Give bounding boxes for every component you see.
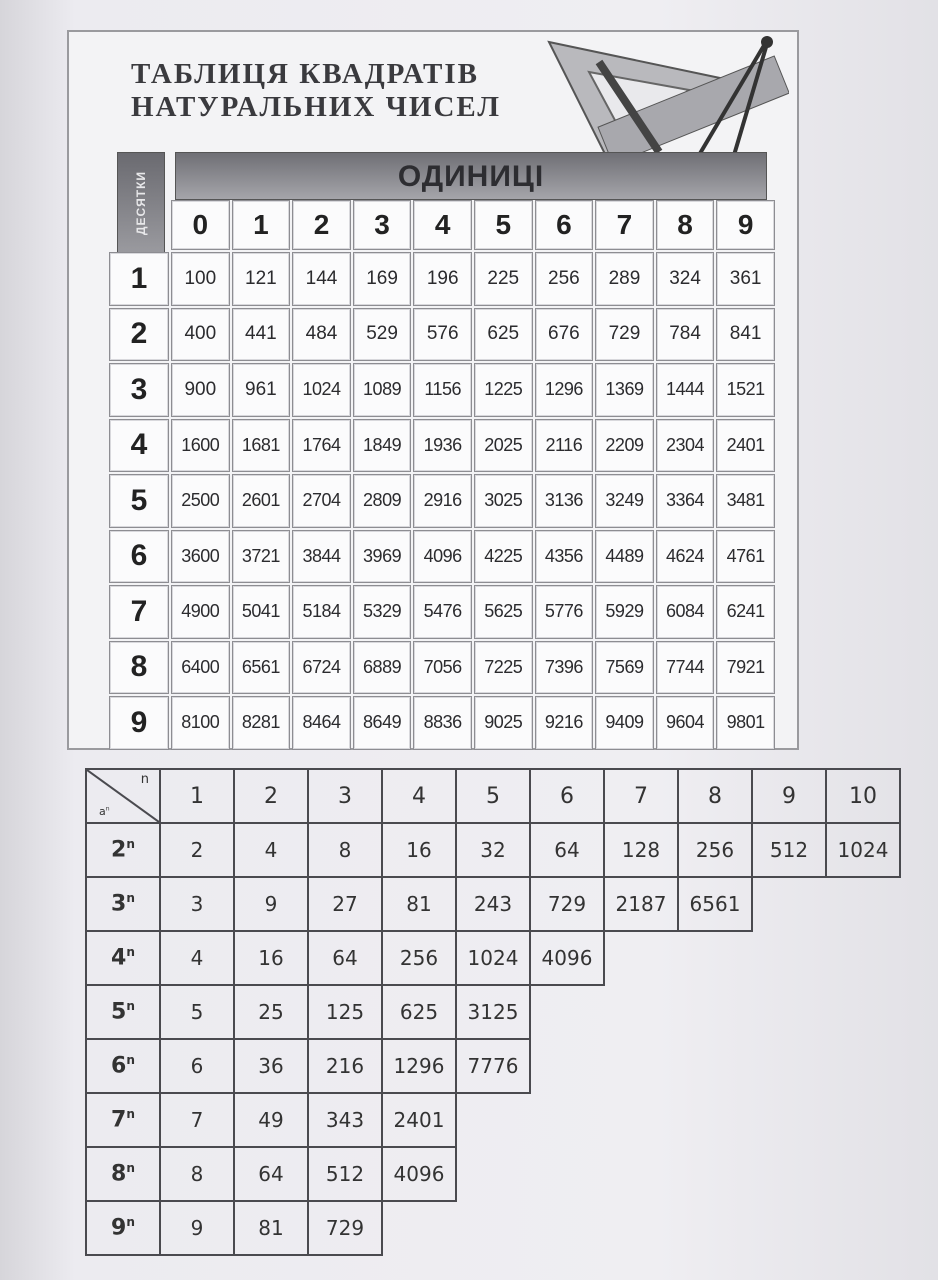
square-value-cell: 6084 [656, 585, 715, 639]
square-value-cell: 6400 [171, 641, 230, 695]
square-value-cell: 3249 [595, 474, 654, 528]
base-exponent: n [126, 999, 135, 1014]
empty-cell [752, 1039, 826, 1093]
power-value-cell: 125 [308, 985, 382, 1039]
square-value-cell: 1444 [656, 363, 715, 417]
square-value-cell: 8281 [232, 696, 291, 750]
exponent-header: 7 [604, 769, 678, 823]
power-value-cell: 27 [308, 877, 382, 931]
empty-cell [456, 1093, 530, 1147]
power-value-cell: 243 [456, 877, 530, 931]
base-exponent: n [126, 891, 135, 906]
square-value-cell: 2916 [413, 474, 472, 528]
square-value-cell: 3969 [353, 530, 412, 584]
power-value-cell: 256 [382, 931, 456, 985]
square-value-cell: 196 [413, 252, 472, 306]
empty-cell [530, 1093, 604, 1147]
empty-cell [826, 1147, 900, 1201]
exponent-header: 1 [160, 769, 234, 823]
square-value-cell: 2601 [232, 474, 291, 528]
tens-header: 8 [109, 641, 169, 695]
power-value-cell: 4 [234, 823, 308, 877]
empty-cell [530, 1039, 604, 1093]
square-value-cell: 9216 [535, 696, 594, 750]
square-value-cell: 1369 [595, 363, 654, 417]
empty-cell [456, 1201, 530, 1255]
base-exponent: n [126, 1161, 135, 1176]
square-value-cell: 961 [232, 363, 291, 417]
square-value-cell: 7396 [535, 641, 594, 695]
units-header: 7 [595, 200, 654, 250]
powers-row [86, 877, 900, 931]
powers-table [85, 768, 901, 1256]
base-value: 3 [111, 891, 127, 917]
power-value-cell: 81 [234, 1201, 308, 1255]
square-value-cell: 1681 [232, 419, 291, 473]
title-line-2: НАТУРАЛЬНИХ ЧИСЕЛ [131, 91, 501, 123]
empty-cell [604, 1039, 678, 1093]
base-exponent: n [126, 837, 135, 852]
square-value-cell: 2116 [535, 419, 594, 473]
power-value-cell: 625 [382, 985, 456, 1039]
units-header: 8 [656, 200, 715, 250]
square-value-cell: 625 [474, 308, 533, 362]
square-value-cell: 1521 [716, 363, 775, 417]
square-value-cell: 400 [171, 308, 230, 362]
square-value-cell: 3721 [232, 530, 291, 584]
tens-header: 6 [109, 530, 169, 584]
empty-cell [604, 931, 678, 985]
empty-cell [678, 1039, 752, 1093]
title-line-1: ТАБЛИЦЯ КВАДРАТІВ [131, 58, 480, 90]
power-value-cell: 256 [678, 823, 752, 877]
power-value-cell: 64 [530, 823, 604, 877]
exponent-header: 8 [678, 769, 752, 823]
square-value-cell: 169 [353, 252, 412, 306]
units-header: 0 [171, 200, 230, 250]
units-label: ОДИНИЦІ [397, 160, 545, 193]
empty-cell [530, 1201, 604, 1255]
tens-header: 7 [109, 585, 169, 639]
base-value: 2 [111, 837, 127, 863]
grid-corner [109, 200, 169, 250]
square-value-cell: 7056 [413, 641, 472, 695]
square-value-cell: 1936 [413, 419, 472, 473]
square-value-cell: 2809 [353, 474, 412, 528]
units-header: 3 [353, 200, 412, 250]
base-header [86, 1201, 160, 1255]
square-value-cell: 2209 [595, 419, 654, 473]
square-value-cell: 1764 [292, 419, 351, 473]
units-header: 5 [474, 200, 533, 250]
power-value-cell: 9 [160, 1201, 234, 1255]
empty-cell [826, 985, 900, 1039]
empty-cell [826, 877, 900, 931]
empty-cell [826, 1093, 900, 1147]
base-exponent: n [126, 945, 135, 960]
power-value-cell: 1024 [826, 823, 900, 877]
power-value-cell: 16 [382, 823, 456, 877]
powers-row [86, 1147, 900, 1201]
square-value-cell: 4900 [171, 585, 230, 639]
base-exponent: n [126, 1215, 135, 1230]
power-value-cell: 16 [234, 931, 308, 985]
square-value-cell: 144 [292, 252, 351, 306]
squares-grid [109, 200, 775, 750]
units-band [175, 152, 767, 200]
empty-cell [752, 1147, 826, 1201]
tens-header: 9 [109, 696, 169, 750]
empty-cell [604, 1147, 678, 1201]
squares-table-card [67, 30, 799, 750]
square-value-cell: 3844 [292, 530, 351, 584]
square-value-cell: 441 [232, 308, 291, 362]
square-value-cell: 3364 [656, 474, 715, 528]
empty-cell [752, 985, 826, 1039]
square-value-cell: 6724 [292, 641, 351, 695]
square-value-cell: 5625 [474, 585, 533, 639]
exponent-header: 5 [456, 769, 530, 823]
power-value-cell: 3125 [456, 985, 530, 1039]
exponent-header: 9 [752, 769, 826, 823]
tens-header: 3 [109, 363, 169, 417]
square-value-cell: 7569 [595, 641, 654, 695]
square-value-cell: 841 [716, 308, 775, 362]
powers-row [86, 1093, 900, 1147]
base-header [86, 1039, 160, 1093]
square-value-cell: 8464 [292, 696, 351, 750]
empty-cell [826, 1039, 900, 1093]
corner-n-label: n [140, 772, 149, 787]
square-value-cell: 729 [595, 308, 654, 362]
square-value-cell: 484 [292, 308, 351, 362]
square-value-cell: 5184 [292, 585, 351, 639]
square-value-cell: 8649 [353, 696, 412, 750]
square-value-cell: 1849 [353, 419, 412, 473]
base-header [86, 1147, 160, 1201]
square-value-cell: 3136 [535, 474, 594, 528]
units-header: 9 [716, 200, 775, 250]
empty-cell [752, 877, 826, 931]
base-header [86, 877, 160, 931]
powers-row [86, 931, 900, 985]
base-value: 7 [111, 1107, 127, 1133]
power-value-cell: 9 [234, 877, 308, 931]
square-value-cell: 4489 [595, 530, 654, 584]
base-value: 9 [111, 1215, 127, 1241]
square-value-cell: 5929 [595, 585, 654, 639]
square-value-cell: 1296 [535, 363, 594, 417]
powers-corner-cell [86, 769, 160, 823]
empty-cell [604, 985, 678, 1039]
powers-row [86, 985, 900, 1039]
square-value-cell: 289 [595, 252, 654, 306]
powers-row [86, 1201, 900, 1255]
square-value-cell: 784 [656, 308, 715, 362]
square-value-cell: 676 [535, 308, 594, 362]
power-value-cell: 343 [308, 1093, 382, 1147]
base-header [86, 985, 160, 1039]
base-header [86, 1093, 160, 1147]
square-value-cell: 1156 [413, 363, 472, 417]
empty-cell [678, 1093, 752, 1147]
square-value-cell: 6241 [716, 585, 775, 639]
power-value-cell: 8 [308, 823, 382, 877]
empty-cell [456, 1147, 530, 1201]
empty-cell [826, 1201, 900, 1255]
square-value-cell: 3600 [171, 530, 230, 584]
corner-a-exponent: n [105, 805, 110, 813]
square-value-cell: 4225 [474, 530, 533, 584]
square-value-cell: 576 [413, 308, 472, 362]
base-exponent: n [126, 1053, 135, 1068]
units-header: 2 [292, 200, 351, 250]
power-value-cell: 2187 [604, 877, 678, 931]
square-value-cell: 8100 [171, 696, 230, 750]
power-value-cell: 6561 [678, 877, 752, 931]
tens-header: 2 [109, 308, 169, 362]
square-value-cell: 5041 [232, 585, 291, 639]
empty-cell [752, 1201, 826, 1255]
corner-a-base: a [99, 805, 106, 818]
power-value-cell: 2401 [382, 1093, 456, 1147]
square-value-cell: 4761 [716, 530, 775, 584]
power-value-cell: 729 [308, 1201, 382, 1255]
power-value-cell: 49 [234, 1093, 308, 1147]
empty-cell [530, 1147, 604, 1201]
units-header: 6 [535, 200, 594, 250]
empty-cell [826, 931, 900, 985]
square-value-cell: 2500 [171, 474, 230, 528]
tens-header: 4 [109, 419, 169, 473]
squares-table-title [131, 58, 501, 124]
base-value: 4 [111, 945, 127, 971]
square-value-cell: 100 [171, 252, 230, 306]
base-value: 8 [111, 1161, 127, 1187]
power-value-cell: 7 [160, 1093, 234, 1147]
power-value-cell: 512 [308, 1147, 382, 1201]
square-value-cell: 4624 [656, 530, 715, 584]
power-value-cell: 2 [160, 823, 234, 877]
exponent-header: 10 [826, 769, 900, 823]
square-value-cell: 9801 [716, 696, 775, 750]
power-value-cell: 8 [160, 1147, 234, 1201]
tens-header: 1 [109, 252, 169, 306]
power-value-cell: 64 [234, 1147, 308, 1201]
powers-row [86, 1039, 900, 1093]
square-value-cell: 5776 [535, 585, 594, 639]
square-value-cell: 6889 [353, 641, 412, 695]
square-value-cell: 324 [656, 252, 715, 306]
power-value-cell: 64 [308, 931, 382, 985]
power-value-cell: 216 [308, 1039, 382, 1093]
power-value-cell: 729 [530, 877, 604, 931]
power-value-cell: 5 [160, 985, 234, 1039]
empty-cell [604, 1201, 678, 1255]
square-value-cell: 1600 [171, 419, 230, 473]
square-value-cell: 2304 [656, 419, 715, 473]
power-value-cell: 4 [160, 931, 234, 985]
tens-header: 5 [109, 474, 169, 528]
square-value-cell: 3481 [716, 474, 775, 528]
units-header: 1 [232, 200, 291, 250]
power-value-cell: 3 [160, 877, 234, 931]
power-value-cell: 7776 [456, 1039, 530, 1093]
square-value-cell: 121 [232, 252, 291, 306]
empty-cell [678, 985, 752, 1039]
square-value-cell: 7225 [474, 641, 533, 695]
empty-cell [678, 1147, 752, 1201]
square-value-cell: 2025 [474, 419, 533, 473]
square-value-cell: 6561 [232, 641, 291, 695]
square-value-cell: 9409 [595, 696, 654, 750]
exponent-header: 4 [382, 769, 456, 823]
power-value-cell: 1024 [456, 931, 530, 985]
empty-cell [530, 985, 604, 1039]
base-value: 5 [111, 999, 127, 1025]
empty-cell [382, 1201, 456, 1255]
exponent-header: 3 [308, 769, 382, 823]
powers-row [86, 823, 900, 877]
empty-cell [678, 931, 752, 985]
power-value-cell: 32 [456, 823, 530, 877]
square-value-cell: 7921 [716, 641, 775, 695]
square-value-cell: 1089 [353, 363, 412, 417]
square-value-cell: 5329 [353, 585, 412, 639]
empty-cell [752, 1093, 826, 1147]
power-value-cell: 512 [752, 823, 826, 877]
square-value-cell: 1225 [474, 363, 533, 417]
power-value-cell: 36 [234, 1039, 308, 1093]
square-value-cell: 8836 [413, 696, 472, 750]
square-value-cell: 361 [716, 252, 775, 306]
empty-cell [678, 1201, 752, 1255]
empty-cell [604, 1093, 678, 1147]
square-value-cell: 900 [171, 363, 230, 417]
square-value-cell: 5476 [413, 585, 472, 639]
power-value-cell: 128 [604, 823, 678, 877]
base-exponent: n [126, 1107, 135, 1122]
square-value-cell: 7744 [656, 641, 715, 695]
square-value-cell: 3025 [474, 474, 533, 528]
power-value-cell: 6 [160, 1039, 234, 1093]
base-header [86, 823, 160, 877]
square-value-cell: 4356 [535, 530, 594, 584]
tens-label: ДЕСЯТКИ [134, 170, 148, 236]
exponent-header: 2 [234, 769, 308, 823]
units-header: 4 [413, 200, 472, 250]
square-value-cell: 1024 [292, 363, 351, 417]
exponent-header: 6 [530, 769, 604, 823]
base-header [86, 931, 160, 985]
corner-a-label [99, 805, 110, 818]
square-value-cell: 2704 [292, 474, 351, 528]
square-value-cell: 529 [353, 308, 412, 362]
power-value-cell: 4096 [382, 1147, 456, 1201]
power-value-cell: 1296 [382, 1039, 456, 1093]
power-value-cell: 4096 [530, 931, 604, 985]
square-value-cell: 2401 [716, 419, 775, 473]
square-value-cell: 9025 [474, 696, 533, 750]
square-value-cell: 4096 [413, 530, 472, 584]
power-value-cell: 81 [382, 877, 456, 931]
square-value-cell: 256 [535, 252, 594, 306]
empty-cell [752, 931, 826, 985]
base-value: 6 [111, 1053, 127, 1079]
powers-header-row [86, 769, 900, 823]
power-value-cell: 25 [234, 985, 308, 1039]
square-value-cell: 9604 [656, 696, 715, 750]
square-value-cell: 225 [474, 252, 533, 306]
